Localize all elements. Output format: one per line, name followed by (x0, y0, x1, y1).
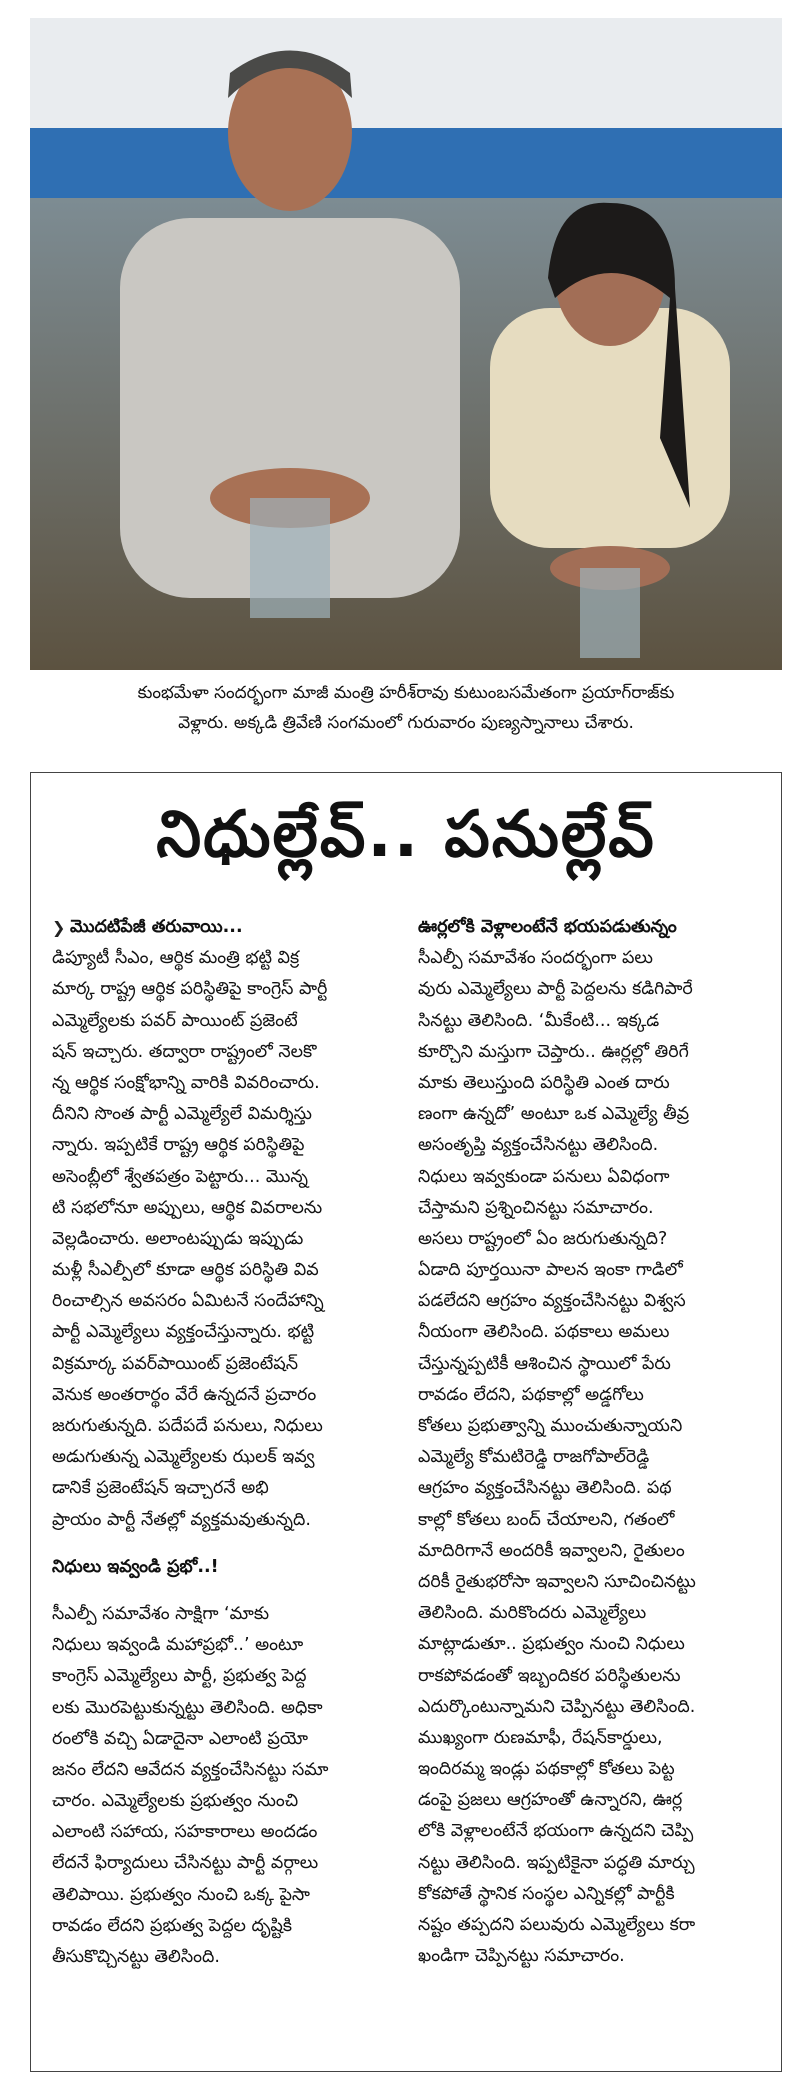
text-line: అడుగుతున్న ఎమ్మెల్యేలకు ఝలక్ ఇవ్వ (52, 1447, 315, 1468)
text-line: న్న ఆర్థిక సంక్షోభాన్ని వారికి వివరించారు. (52, 1072, 320, 1093)
text-line: వురు ఎమ్మెల్యేలు పార్టీ పెద్దలను కడిగిపారే (418, 979, 693, 1000)
text-line: సీఎల్పీ సమావేశం సాక్షిగా ‘మాకు (52, 1603, 270, 1624)
photo-man-figure (100, 28, 480, 628)
photo-caption (30, 678, 782, 738)
chevron-right-icon: ❯ (52, 918, 66, 937)
left-body-text-2 (52, 1599, 407, 1973)
text-line: డిప్యూటీ సీఎం, ఆర్థిక మంత్రి భట్టి విక్ర (52, 948, 300, 969)
text-line: నష్టం తప్పదని పలువురు ఎమ్మెల్యేలు కరా (418, 1915, 696, 1935)
text-line: కాల్లో కోతలు బంద్ చేయాలని, గతంలో (418, 1509, 675, 1530)
left-subhead: నిధులు ఇవ్వండి ప్రభో..! (52, 1556, 219, 1577)
text-line: వెల్లడించారు. అలాంటప్పుడు ఇప్పుడు (52, 1228, 304, 1249)
text-line: ఎమ్మెల్యేలకు పవర్ పాయింట్ ప్రజెంటే (52, 1010, 298, 1031)
text-line: కూర్చొని మస్తుగా చెప్తారు.. ఊర్లల్లో తిరిగే (418, 1041, 689, 1062)
text-line: మాట్లాడుతూ.. ప్రభుత్వం నుంచి నిధులు (418, 1634, 685, 1655)
text-line: డంపై ప్రజలు ఆగ్రహంతో ఉన్నారని, ఊర్ల (418, 1790, 683, 1811)
text-line: కోకపోతే స్థానిక సంస్థల ఎన్నికల్లో పార్టీకి (418, 1883, 675, 1904)
text-line: నిధులు ఇవ్వకుండా పనులు ఏవిధంగా (418, 1166, 670, 1187)
text-line: నట్టు తెలిసింది. ఇప్పటికైనా పద్ధతి మార్చు (418, 1852, 695, 1873)
text-line: రించాల్సిన అవసరం ఏమిటనే సందేహాన్ని (52, 1291, 324, 1312)
text-line: సీఎల్పీ సమావేశం సందర్భంగా పలు (418, 948, 653, 969)
text-line: షన్ ఇచ్చారు. తద్వారా రాష్ట్రంలో నెలకొ (52, 1041, 317, 1062)
text-line: న్నారు. ఇప్పటికే రాష్ట్ర ఆర్థిక పరిస్థితిపై (52, 1135, 305, 1156)
text-line: మళ్లీ సీఎల్పీలో కూడా ఆర్థిక పరిస్థితి వివ (52, 1260, 319, 1281)
text-line: ణంగా ఉన్నదో’ అంటూ ఒక ఎమ్మెల్యే తీవ్ర (418, 1104, 690, 1125)
text-line: మాదిరిగానే అందరికీ ఇవ్వాలని, రైతులం (418, 1540, 685, 1561)
caption-line: వెళ్లారు. అక్కడి త్రివేణి సంగమంలో గురువారం పుణ్యస్నానాలు చేశారు. (178, 713, 634, 733)
right-subhead: ఊర్లలోకి వెళ్లాలంటేనే భయపడుతున్నం (418, 917, 677, 937)
text-line: వెనుక అంతరార్థం వేరే ఉన్నదనే ప్రచారం (52, 1384, 317, 1405)
text-line: నీయంగా తెలిసింది. పథకాలు అమలు (418, 1322, 670, 1343)
article-right-column (418, 912, 773, 1972)
text-line: ఇందిరమ్మ ఇండ్లు పథకాల్లో కోతలు పెట్ట (418, 1759, 675, 1780)
text-line: చేస్తున్నప్పటికీ ఆశించిన స్థాయిలో పేరు (418, 1353, 671, 1374)
text-line: రాకపోవడంతో ఇబ్బందికర పరిస్థితులను (418, 1665, 681, 1686)
text-line: తెలిసింది. మరికొందరు ఎమ్మెల్యేలు (418, 1603, 647, 1624)
photo-woman-figure (460, 188, 770, 658)
text-line: అసెంబ్లీలో శ్వేతపత్రం పెట్టారు... మొన్న (52, 1166, 308, 1187)
text-line: దీనిని సొంత పార్టీ ఎమ్మెల్యేలే విమర్శిస్తు (52, 1104, 312, 1125)
paragraph-gap (52, 1583, 407, 1599)
paragraph-gap (52, 1536, 407, 1552)
text-line: సినట్టు తెలిసింది. ‘మీకేంటి... ఇక్కడ (418, 1010, 660, 1031)
text-line: డానికే ప్రజెంటేషన్ ఇచ్చారనే అభి (52, 1478, 269, 1499)
text-line: టి సభలోనూ అప్పులు, ఆర్థిక వివరాలను (52, 1197, 323, 1218)
news-photo (30, 18, 782, 670)
text-line: చేస్తామని ప్రశ్నించినట్టు సమాచారం. (418, 1197, 654, 1218)
text-line: పడలేదని ఆగ్రహం వ్యక్తంచేసినట్టు విశ్వస (418, 1291, 686, 1312)
text-line: రావడం లేదని, పథకాల్లో అడ్డగోలు (418, 1384, 644, 1405)
text-line: రావడం లేదని ప్రభుత్వ పెద్దల దృష్టికి (52, 1915, 293, 1936)
text-line: మాకు తెలుస్తుంది పరిస్థితి ఎంత దారు (418, 1072, 670, 1093)
article-headline: నిధుల్లేవ్.. పనుల్లేవ్ (156, 798, 656, 872)
text-line: ఏడాది పూర్తయినా పాలన ఇంకా గాడిలో (418, 1260, 683, 1281)
text-line: ప్రాయం పార్టీ నేతల్లో వ్యక్తమవుతున్నది. (52, 1509, 311, 1530)
text-line: తెలిపాయి. ప్రభుత్వం నుంచి ఒక్క పైసా (52, 1884, 310, 1905)
text-line: ఎలాంటి సహాయ, సహకారాలు అందడం (52, 1822, 318, 1843)
article-left-column (52, 912, 407, 1973)
right-body-text (418, 943, 773, 1972)
text-line: ఖండిగా చెప్పినట్టు సమాచారం. (418, 1946, 625, 1967)
caption-line: కుంభమేళా సందర్భంగా మాజీ మంత్రి హరీశ్‌రావు కుటుంబసమేతంగా ప్రయాగ్‌రాజ్‌కు (137, 683, 675, 703)
text-line: విక్రమార్క పవర్‌పాయింట్ ప్రజెంటేషన్ (52, 1353, 299, 1374)
text-line: ముఖ్యంగా రుణమాఫీ, రేషన్‌కార్డులు, (418, 1727, 663, 1748)
text-line: అసంతృప్తి వ్యక్తంచేసినట్టు తెలిసింది. (418, 1135, 659, 1156)
text-line: రంలోకి వచ్చి ఏడాదైనా ఎలాంటి ప్రయో (52, 1728, 308, 1749)
text-line: దరికీ రైతుభరోసా ఇవ్వాలని సూచించినట్టు (418, 1571, 696, 1592)
text-line: నిధులు ఇవ్వండి మహాప్రభో..’ అంటూ (52, 1635, 304, 1656)
text-line: జరుగుతున్నది. పదేపదే పనులు, నిధులు (52, 1416, 323, 1436)
text-line: ఎదుర్కొంటున్నామని చెప్పినట్టు తెలిసింది. (418, 1696, 696, 1717)
text-line: జనం లేదని ఆవేదన వ్యక్తంచేసినట్టు సమా (52, 1759, 329, 1780)
text-line: కోతలు ప్రభుత్వాన్ని ముంచుతున్నాయని (418, 1416, 683, 1436)
continued-kicker (52, 912, 407, 943)
text-line: లకు మొరపెట్టుకున్నట్టు తెలిసింది. అధికా (52, 1697, 323, 1718)
text-line: ఎమ్మెల్యే కోమటిరెడ్డి రాజగోపాల్‌రెడ్డి (418, 1447, 650, 1468)
text-line: పార్టీ ఎమ్మెల్యేలు వ్యక్తంచేస్తున్నారు. భట్టి (52, 1322, 315, 1343)
text-line: కాంగ్రెస్ ఎమ్మెల్యేలు పార్టీ, ప్రభుత్వ పెద్ద (52, 1666, 307, 1687)
text-line: మార్క రాష్ట్ర ఆర్థిక పరిస్థితిపై కాంగ్రెస్ పార్టీ (52, 979, 328, 1000)
text-line: లేదనే ఫిర్యాదులు చేసినట్టు పార్టీ వర్గాలు (52, 1853, 319, 1874)
text-line: ఆగ్రహం వ్యక్తంచేసినట్టు తెలిసింది. పథ (418, 1478, 672, 1499)
kicker-label: మొదటిపేజీ తరువాయి... (70, 917, 243, 937)
left-body-text (52, 943, 407, 1536)
text-line: అసలు రాష్ట్రంలో ఏం జరుగుతున్నది? (418, 1228, 668, 1249)
text-line: లోకి వెళ్లాలంటేనే భయంగా ఉన్నదని చెప్పి (418, 1821, 694, 1842)
text-line: చారం. ఎమ్మెల్యేలకు ప్రభుత్వం నుంచి (52, 1791, 299, 1812)
text-line: తీసుకొచ్చినట్టు తెలిసింది. (52, 1947, 220, 1967)
